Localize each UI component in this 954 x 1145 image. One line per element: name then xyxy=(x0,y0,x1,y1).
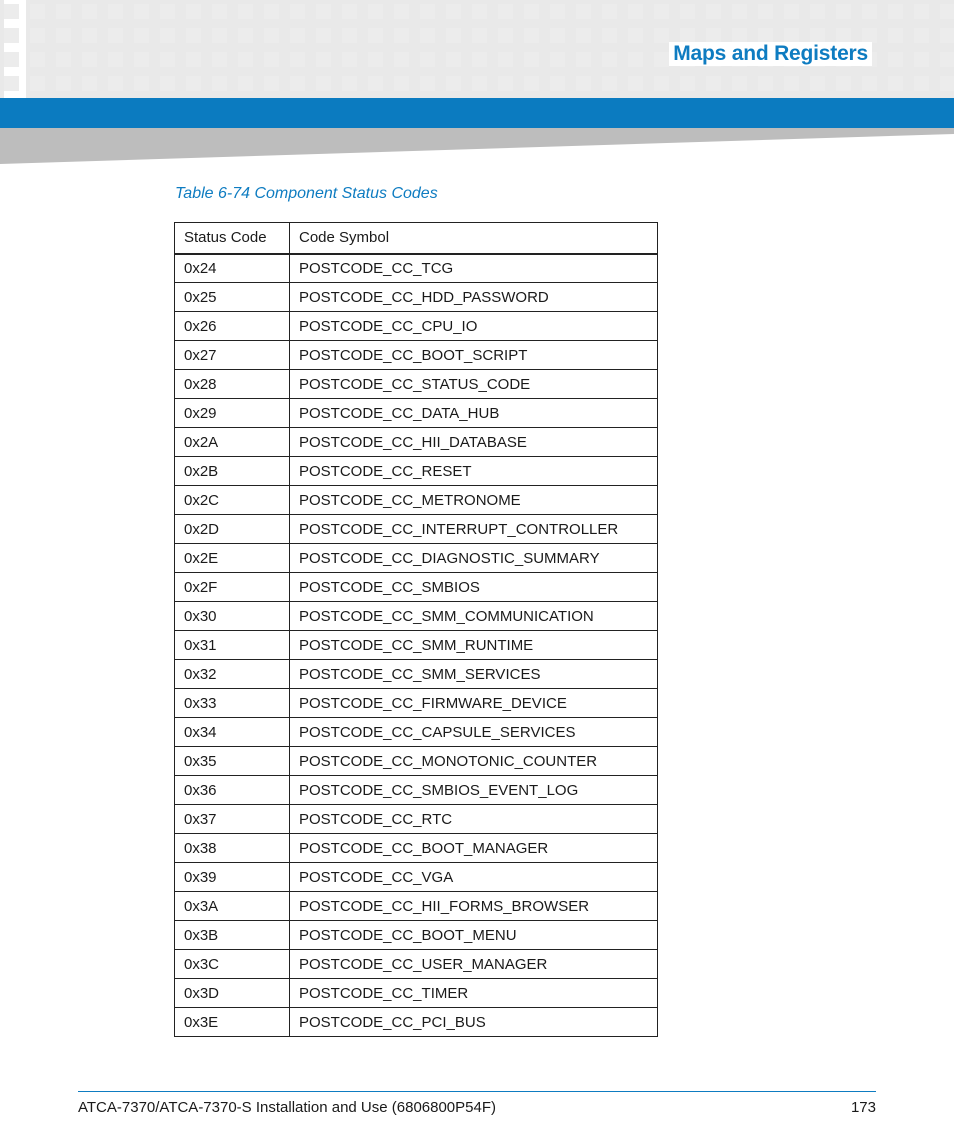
header-grid-square xyxy=(862,76,877,91)
status-code-cell: 0x2B xyxy=(175,457,290,486)
header-grid-square xyxy=(342,52,357,67)
header-grid-square xyxy=(576,28,591,43)
header-grid-square xyxy=(602,76,617,91)
header-grid-square xyxy=(524,52,539,67)
status-code-table xyxy=(174,222,658,1037)
code-symbol-cell: POSTCODE_CC_USER_MANAGER xyxy=(290,950,658,979)
header-grid-square xyxy=(836,28,851,43)
status-code-cell: 0x34 xyxy=(175,718,290,747)
header-grid-square xyxy=(628,52,643,67)
header-grid-square xyxy=(888,76,903,91)
code-symbol-cell: POSTCODE_CC_HII_DATABASE xyxy=(290,428,658,457)
code-symbol-cell: POSTCODE_CC_DATA_HUB xyxy=(290,399,658,428)
header-grid-square xyxy=(810,4,825,19)
code-symbol-cell: POSTCODE_CC_CAPSULE_SERVICES xyxy=(290,718,658,747)
header-grid-square xyxy=(758,4,773,19)
table-row xyxy=(175,979,658,1008)
header-grid-square xyxy=(108,4,123,19)
column-header-code-symbol: Code Symbol xyxy=(290,223,658,254)
code-symbol-cell: POSTCODE_CC_CPU_IO xyxy=(290,312,658,341)
table-row xyxy=(175,747,658,776)
code-symbol-cell: POSTCODE_CC_VGA xyxy=(290,863,658,892)
code-symbol-cell: POSTCODE_CC_SMM_RUNTIME xyxy=(290,631,658,660)
header-grid-square xyxy=(654,28,669,43)
header-grid-square xyxy=(446,76,461,91)
code-symbol-cell: POSTCODE_CC_METRONOME xyxy=(290,486,658,515)
header-grid-square xyxy=(784,28,799,43)
header-grid-square xyxy=(238,4,253,19)
header-grid-square xyxy=(446,28,461,43)
header-grid-square xyxy=(238,28,253,43)
header-grid-square xyxy=(810,28,825,43)
header-grid-square xyxy=(732,4,747,19)
header-grid-square xyxy=(394,28,409,43)
table-row xyxy=(175,486,658,515)
status-code-cell: 0x35 xyxy=(175,747,290,776)
table-row xyxy=(175,370,658,399)
footer-rule xyxy=(78,1091,876,1092)
header-grid-square xyxy=(420,4,435,19)
header-grid-square xyxy=(940,52,954,67)
header-grid-square xyxy=(680,76,695,91)
header-grid-square xyxy=(264,28,279,43)
table-row xyxy=(175,950,658,979)
header-grid-square xyxy=(914,52,929,67)
status-code-cell: 0x27 xyxy=(175,341,290,370)
table-row xyxy=(175,341,658,370)
header-grid-square xyxy=(628,28,643,43)
table-row xyxy=(175,718,658,747)
status-code-cell: 0x32 xyxy=(175,660,290,689)
header-grid-square xyxy=(186,28,201,43)
header-grid-square xyxy=(212,4,227,19)
header-grid-square xyxy=(472,76,487,91)
header-grid-square xyxy=(550,28,565,43)
header-grid-square xyxy=(420,28,435,43)
header-grid-square xyxy=(706,76,721,91)
header-grid-square xyxy=(784,4,799,19)
header-grid-square xyxy=(82,52,97,67)
table-row xyxy=(175,892,658,921)
table-row xyxy=(175,602,658,631)
header-grid-square xyxy=(394,4,409,19)
header-grid-square xyxy=(368,76,383,91)
header-grid-square xyxy=(706,28,721,43)
table-row xyxy=(175,428,658,457)
code-symbol-cell: POSTCODE_CC_MONOTONIC_COUNTER xyxy=(290,747,658,776)
header-grid-square xyxy=(134,4,149,19)
header-grid-square xyxy=(394,52,409,67)
header-grid-square xyxy=(888,28,903,43)
header-grid-square xyxy=(316,52,331,67)
header-grid-square xyxy=(498,4,513,19)
status-code-cell: 0x2A xyxy=(175,428,290,457)
header-grid-square xyxy=(472,28,487,43)
header-grid-square xyxy=(290,28,305,43)
status-code-cell: 0x39 xyxy=(175,863,290,892)
header-grey-wedge xyxy=(0,128,954,164)
header-grid-square xyxy=(394,76,409,91)
header-grid-square xyxy=(914,76,929,91)
header-grid-square xyxy=(420,76,435,91)
header-grid-square xyxy=(862,28,877,43)
header-grid-square xyxy=(238,52,253,67)
table-row xyxy=(175,457,658,486)
status-code-cell: 0x2C xyxy=(175,486,290,515)
header-grid-square xyxy=(550,76,565,91)
code-symbol-cell: POSTCODE_CC_SMM_COMMUNICATION xyxy=(290,602,658,631)
header-grid-square xyxy=(654,52,669,67)
header-grid-square xyxy=(30,28,45,43)
header-grid-square xyxy=(56,76,71,91)
header-grid-square xyxy=(82,76,97,91)
header-grid-square xyxy=(576,52,591,67)
table-row xyxy=(175,834,658,863)
table-row xyxy=(175,1008,658,1037)
header-grid-square xyxy=(420,52,435,67)
header-grid-square xyxy=(940,28,954,43)
code-symbol-cell: POSTCODE_CC_BOOT_SCRIPT xyxy=(290,341,658,370)
table-row xyxy=(175,863,658,892)
status-code-cell: 0x31 xyxy=(175,631,290,660)
header-grid-square xyxy=(4,4,19,19)
header-grid-square xyxy=(160,4,175,19)
header-grid-square xyxy=(134,28,149,43)
code-symbol-cell: POSTCODE_CC_RESET xyxy=(290,457,658,486)
code-symbol-cell: POSTCODE_CC_HII_FORMS_BROWSER xyxy=(290,892,658,921)
header-grid-square xyxy=(810,76,825,91)
header-blue-band xyxy=(0,98,954,128)
header-grid-square xyxy=(602,52,617,67)
header-grid-square xyxy=(914,28,929,43)
code-symbol-cell: POSTCODE_CC_RTC xyxy=(290,805,658,834)
code-symbol-cell: POSTCODE_CC_FIRMWARE_DEVICE xyxy=(290,689,658,718)
header-grid-square xyxy=(758,76,773,91)
header-grid-square xyxy=(576,4,591,19)
header-grid-square xyxy=(888,4,903,19)
status-code-cell: 0x2F xyxy=(175,573,290,602)
header-grid-square xyxy=(602,4,617,19)
status-code-cell: 0x28 xyxy=(175,370,290,399)
header-grid-square xyxy=(368,52,383,67)
table-row xyxy=(175,283,658,312)
page-section-title: Maps and Registers xyxy=(669,42,872,66)
header-grid-square xyxy=(836,4,851,19)
table-row xyxy=(175,689,658,718)
header-grid-square xyxy=(160,28,175,43)
header-grid-square xyxy=(316,76,331,91)
header-grid-square xyxy=(212,28,227,43)
header-grid-square xyxy=(524,4,539,19)
table-caption: Table 6-74 Component Status Codes xyxy=(175,185,438,202)
header-grid-square xyxy=(602,28,617,43)
header-grid-square xyxy=(472,52,487,67)
header-grid-square xyxy=(186,4,201,19)
table-header-row xyxy=(175,223,658,254)
header-grid-square xyxy=(4,76,19,91)
header-grid-square xyxy=(498,76,513,91)
footer-document-title: ATCA-7370/ATCA-7370-S Installation and Use (6806800P54F) xyxy=(78,1099,497,1116)
header-grid-square xyxy=(4,28,19,43)
table-row xyxy=(175,254,658,283)
table-row xyxy=(175,573,658,602)
header-grid-square xyxy=(680,28,695,43)
status-code-cell: 0x37 xyxy=(175,805,290,834)
header-grid-square xyxy=(290,52,305,67)
header-grid-square xyxy=(290,4,305,19)
header-grid-square xyxy=(134,52,149,67)
status-code-cell: 0x29 xyxy=(175,399,290,428)
header-grid-square xyxy=(368,28,383,43)
status-code-cell: 0x26 xyxy=(175,312,290,341)
header-grid-square xyxy=(56,28,71,43)
header-grid-square xyxy=(498,52,513,67)
status-code-cell: 0x33 xyxy=(175,689,290,718)
status-code-cell: 0x2E xyxy=(175,544,290,573)
code-symbol-cell: POSTCODE_CC_INTERRUPT_CONTROLLER xyxy=(290,515,658,544)
header-grid-square xyxy=(30,52,45,67)
header-grid-square xyxy=(654,4,669,19)
header-grid-square xyxy=(498,28,513,43)
header-grid-square xyxy=(160,76,175,91)
table-row xyxy=(175,776,658,805)
header-grid-square xyxy=(30,4,45,19)
header-grid-square xyxy=(264,76,279,91)
table-row xyxy=(175,515,658,544)
header-grid-square xyxy=(550,52,565,67)
status-code-cell: 0x30 xyxy=(175,602,290,631)
code-symbol-cell: POSTCODE_CC_SMBIOS_EVENT_LOG xyxy=(290,776,658,805)
header-grid-square xyxy=(654,76,669,91)
header-grid-square xyxy=(4,52,19,67)
header-grid-square xyxy=(30,76,45,91)
header-grid-square xyxy=(82,28,97,43)
header-grid-square xyxy=(108,28,123,43)
header-grid-square xyxy=(758,28,773,43)
header-grid-square xyxy=(342,4,357,19)
table-row xyxy=(175,660,658,689)
header-grid-square xyxy=(836,76,851,91)
column-header-status-code: Status Code xyxy=(175,223,290,254)
status-code-cell: 0x3B xyxy=(175,921,290,950)
header-grid-square xyxy=(82,4,97,19)
header-grid-square xyxy=(134,76,149,91)
code-symbol-cell: POSTCODE_CC_SMBIOS xyxy=(290,573,658,602)
header-grid-square xyxy=(160,52,175,67)
header-grid-square xyxy=(940,4,954,19)
status-code-cell: 0x3D xyxy=(175,979,290,1008)
header-grid-square xyxy=(56,52,71,67)
code-symbol-cell: POSTCODE_CC_HDD_PASSWORD xyxy=(290,283,658,312)
header-grid-square xyxy=(316,4,331,19)
header-grid-square xyxy=(186,76,201,91)
table-row xyxy=(175,631,658,660)
header-grid-square xyxy=(628,76,643,91)
header-grid-square xyxy=(524,76,539,91)
header-grid-square xyxy=(108,52,123,67)
header-grid-square xyxy=(576,76,591,91)
header-grid-square xyxy=(238,76,253,91)
table-row xyxy=(175,921,658,950)
table-row xyxy=(175,312,658,341)
header-grid-square xyxy=(732,28,747,43)
status-code-cell: 0x25 xyxy=(175,283,290,312)
header-grid-square xyxy=(706,4,721,19)
header-grid-square xyxy=(940,76,954,91)
header-grid-square xyxy=(56,4,71,19)
header-grid-square xyxy=(888,52,903,67)
header-grid-square xyxy=(732,76,747,91)
header-grid-square xyxy=(446,4,461,19)
header-grid-square xyxy=(550,4,565,19)
header-grid-square xyxy=(212,76,227,91)
code-symbol-cell: POSTCODE_CC_BOOT_MANAGER xyxy=(290,834,658,863)
status-code-cell: 0x3A xyxy=(175,892,290,921)
header-grid-square xyxy=(264,4,279,19)
table-row xyxy=(175,544,658,573)
code-symbol-cell: POSTCODE_CC_TIMER xyxy=(290,979,658,1008)
header-grid-square xyxy=(524,28,539,43)
header-grid-square xyxy=(914,4,929,19)
code-symbol-cell: POSTCODE_CC_BOOT_MENU xyxy=(290,921,658,950)
header-grid-square xyxy=(108,76,123,91)
code-symbol-cell: POSTCODE_CC_TCG xyxy=(290,254,658,283)
header-grid-square xyxy=(368,4,383,19)
header-grid-square xyxy=(342,76,357,91)
table-row xyxy=(175,805,658,834)
table-row xyxy=(175,399,658,428)
status-code-cell: 0x2D xyxy=(175,515,290,544)
header-grid-square xyxy=(264,52,279,67)
header-grid-square xyxy=(186,52,201,67)
header-grid-square xyxy=(290,76,305,91)
status-code-cell: 0x24 xyxy=(175,254,290,283)
status-code-cell: 0x38 xyxy=(175,834,290,863)
header-grid-square xyxy=(212,52,227,67)
code-symbol-cell: POSTCODE_CC_PCI_BUS xyxy=(290,1008,658,1037)
header-grid-square xyxy=(628,4,643,19)
status-code-cell: 0x3C xyxy=(175,950,290,979)
code-symbol-cell: POSTCODE_CC_DIAGNOSTIC_SUMMARY xyxy=(290,544,658,573)
page-number: 173 xyxy=(850,1099,876,1116)
status-code-cell: 0x36 xyxy=(175,776,290,805)
header-grid-square xyxy=(862,4,877,19)
header-grid-square xyxy=(472,4,487,19)
header-grid-square xyxy=(342,28,357,43)
code-symbol-cell: POSTCODE_CC_SMM_SERVICES xyxy=(290,660,658,689)
header-grid-square xyxy=(316,28,331,43)
header-grid-square xyxy=(446,52,461,67)
code-symbol-cell: POSTCODE_CC_STATUS_CODE xyxy=(290,370,658,399)
header-grid-square xyxy=(784,76,799,91)
status-code-cell: 0x3E xyxy=(175,1008,290,1037)
header-grid-square xyxy=(680,4,695,19)
